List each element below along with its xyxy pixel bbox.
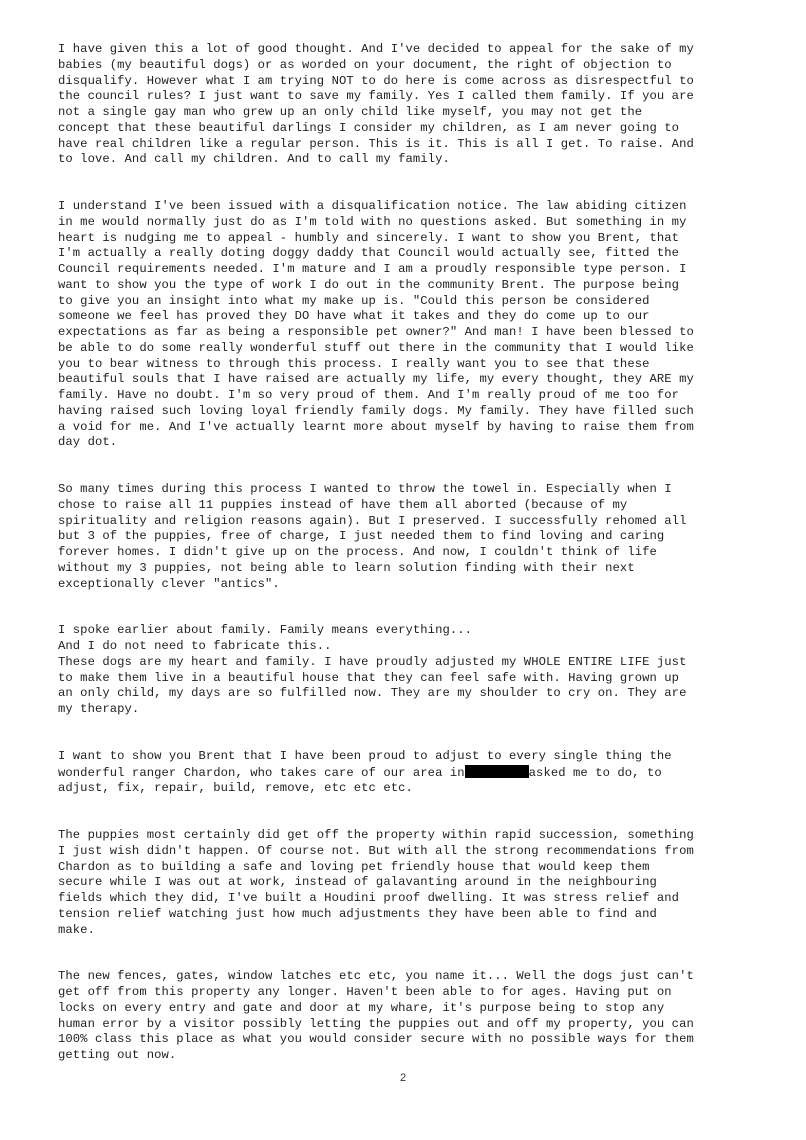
page-number: 2 <box>399 1072 407 1084</box>
paragraph-5 <box>58 749 758 797</box>
paragraph-1: I have given this a lot of good thought. And I've decided to appeal for the sake of my babies (my beautiful dogs) or as worded on your document, the right of objection to disqualify. However what I am trying NOT to do here is come across as disrespectful to the council rules? I just want to save my family. Yes I called them family. If you are not a single gay man who grew up an only child like myself, you may not get the concept that these beautiful darlings I consider my children, as I am never going to have real children like a regular person. This is it. This is all I get. To raise. And to love. And call my children. And to call my family. <box>58 42 694 167</box>
paragraph-gap <box>58 451 758 482</box>
paragraph-6: The puppies most certainly did get off the property within rapid succession, something I just wish didn't happen. Of course not. But with all the strong recommendations from Chardon as to building a safe and loving pet friendly house that would keep them secure while I was out at work, instead of galavanting around in the neighbouring fields which they did, I've built a Houdini proof dwelling. It was stress relief and tension relief watching just how much adjustments they have been able to find and make. <box>58 828 694 937</box>
paragraph-4-line-2: And I do not need to fabricate this.. <box>58 639 332 653</box>
paragraph-3: So many times during this process I wanted to throw the towel in. Especially when I chose to raise all 11 puppies instead of have them all aborted (because of my spirituality and religion reasons again). But I preserved. I successfully rehomed all but 3 of the puppies, free of charge, I just needed them to find loving and caring forever homes. I didn't give up on the process. And now, I couldn't think of life without my 3 puppies, not being able to learn solution finding with their next exceptionally clever "antics". <box>58 482 687 591</box>
paragraph-4-body: These dogs are my heart and family. I have proudly adjusted my WHOLE ENTIRE LIFE just to make them live in a beautiful house that they can feel safe with. Having grown up an only child, my days are so fulfilled now. They are my shoulder to cry on. They are my therapy. <box>58 654 687 716</box>
paragraph-7: The new fences, gates, window latches etc etc, you name it... Well the dogs just can't get off from this property any longer. Haven't been able to for ages. Having put on locks on every entry and gate and door at my whare, it's purpose being to stop any human error by a visitor possibly letting the puppies out and off my property, you can 100% class this place as what you would consider secure with no possible ways for them getting out now. <box>58 969 694 1062</box>
paragraph-gap <box>58 797 758 828</box>
letter-body <box>58 42 758 1064</box>
paragraph-gap <box>58 592 758 623</box>
paragraph-gap <box>58 718 758 749</box>
paragraph-2: I understand I've been issued with a disqualification notice. The law abiding citizen in me would normally just do as I'm told with no questions asked. But something in my heart is nudging me to appeal - humbly and sincerely. I want to show you Brent, that I'm actually a really doting doggy daddy that Council would actually see, fitted the Council requirements needed. I'm mature and I am a proudly responsible type person. I want to show you the type of work I do out in the community Brent. The purpose being to give you an insight into what my make up is. "Could this person be considered someone we feel has proved they DO have what it takes and they do come up to our expectations as far as being a responsible pet owner?" And man! I have been blessed to be able to do some really wonderful stuff out there in the community that I would like you to bear witness to through this process. I really want you to see that these beautiful souls that I have raised are actually my life, my every thought, they ARE my family. Have no doubt. I'm so very proud of them. And I'm really proud of me too for having raised such loving loyal friendly family dogs. My family. They have filled such a void for me. And I've actually learnt more about myself by having to raise them from day dot. <box>58 199 694 450</box>
redaction-box <box>465 765 529 778</box>
paragraph-4-line-1: I spoke earlier about family. Family means everything... <box>58 623 473 638</box>
paragraph-gap <box>58 168 758 199</box>
paragraph-5-end: asked me to do, to adjust, fix, repair, build, remove, etc etc etc. <box>58 765 662 796</box>
paragraph-gap <box>58 938 758 969</box>
paragraph-5-start: I want to show you Brent that I have been proud to adjust to every single thing the wonderful ranger Chardon, who takes care of our area in <box>58 748 672 780</box>
